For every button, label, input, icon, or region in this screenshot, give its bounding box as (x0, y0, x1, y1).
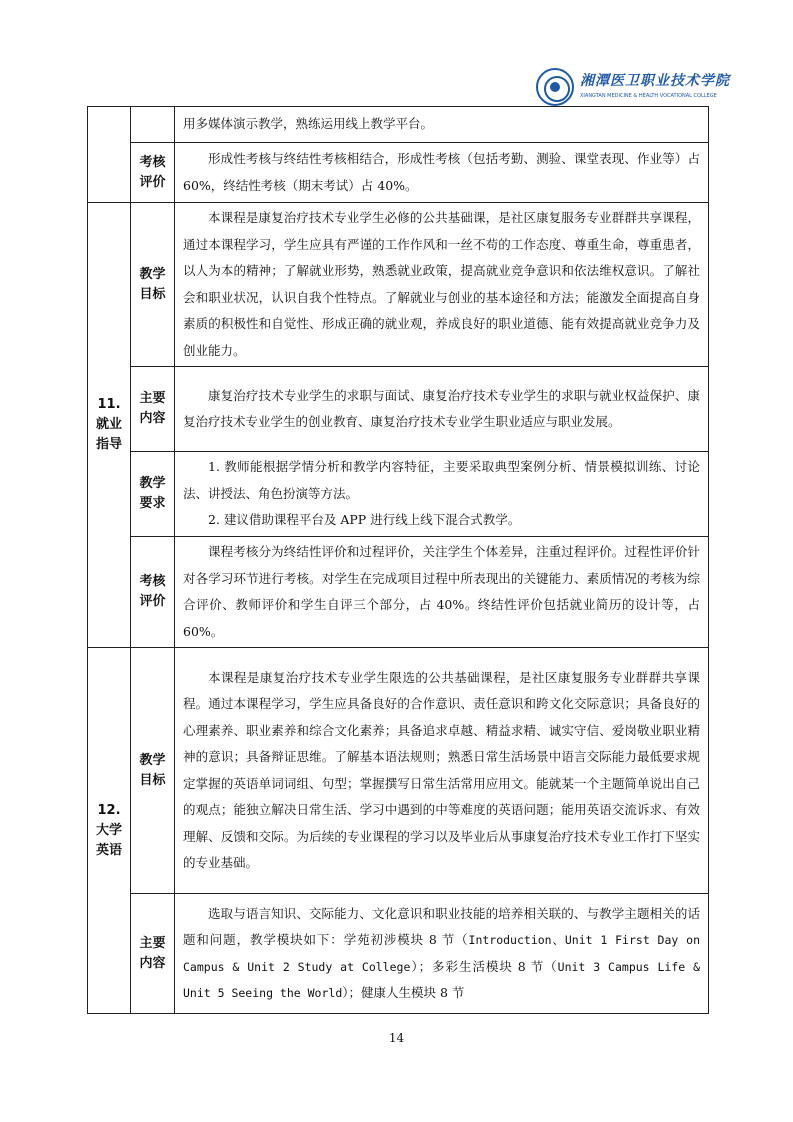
course-number-cell (88, 107, 131, 203)
assessment-text-cell (175, 537, 709, 648)
table-row (88, 648, 709, 894)
college-name: 湘潭医卫职业技术学院 (580, 73, 730, 89)
table-row (88, 894, 709, 1014)
content-text-cell (175, 894, 709, 1014)
course-12-name: 大学 英语 (95, 822, 122, 858)
table-row (88, 107, 709, 143)
goal-text-cell (175, 203, 709, 367)
assessment-text: 课程考核分为终结性评价和过程评价，关注学生个体差异，注重过程评价。过程性评价针对各学习环节进行考核。对学生在完成项目过程中所表现出的关键能力、素质情况的考核为综合评价、教师评价和学生自评三个部分，占 40%。终结性评价包括就业简历的设计等，占 60%。 (183, 544, 700, 639)
requirement-label: 教学 要求 (131, 452, 175, 537)
content-text: 选取与语言知识、交际能力、文化意识和职业技能的培养相关联的、与教学主题相关的话题和问题，教学模块如下：学苑初涉模块 8 节（Introduction、Unit 1 First Day on Campus & Unit 2 Study at College）；多彩生活模块 8 节（Unit 3 Campus Life & Unit 5 Seeing the World）；健康人生模块 8 节 (183, 905, 700, 1000)
college-logo (536, 66, 730, 110)
course-table (87, 106, 709, 1014)
content-label: 主要 内容 (131, 367, 175, 452)
assessment-label: 考核 评价 (131, 143, 175, 203)
course-12-number: 12. (97, 802, 121, 818)
content-text-cell (175, 367, 709, 452)
table-row (88, 537, 709, 648)
goal-text: 本课程是康复治疗技术专业学生限选的公共基础课程，是社区康复服务专业群群共享课程。通过本课程学习，学生应具备良好的合作意识、责任意识和跨文化交际意识；具备良好的心理素养、职业素养和综合文化素养；具备追求卓越、精益求精、诚实守信、爱岗敬业职业精神的意识；具备辩证思维。了解基本语法规则；熟悉日常生活场景中语言交际能力最低要求规定掌握的英语单词词组、句型；掌握撰写日常生活常用应用文。能就某一个主题简单说出自己的观点；能独立解决日常生活、学习中遇到的中等难度的英语问题；能用英语交流诉求、有效理解、反馈和交际。为后续的专业课程的学习以及毕业后从事康复治疗技术专业工作打下坚实的专业基础。 (183, 669, 700, 870)
college-seal-icon (536, 68, 574, 106)
course-11-name: 就业 指导 (95, 417, 122, 452)
table-row (88, 452, 709, 537)
goal-text-cell (175, 648, 709, 894)
content-text: 康复治疗技术专业学生的求职与面试、康复治疗技术专业学生的求职与就业权益保护、康复治疗技术专业学生的创业教育、康复治疗技术专业学生职业适应与职业发展。 (183, 387, 700, 429)
course-12-cell (88, 648, 131, 1014)
goal-label: 教学 目标 (131, 203, 175, 367)
assessment-text-cell (175, 143, 709, 203)
assessment-label: 考核 评价 (131, 537, 175, 648)
requirement-text-cell (175, 452, 709, 537)
content-label: 主要 内容 (131, 894, 175, 1014)
assessment-text: 形成性考核与终结性考核相结合，形成性考核（包括考勤、测验、课堂表现、作业等）占 60%，终结性考核（期末考试）占 40%。 (183, 151, 700, 193)
table-row (88, 143, 709, 203)
goal-text: 本课程是康复治疗技术专业学生必修的公共基础课，是社区康复服务专业群群共享课程，通过本课程学习，学生应具有严谨的工作作风和一丝不苟的工作态度、尊重生命，尊重患者，以人为本的精神；了解就业形势，熟悉就业政策，提高就业竞争意识和依法维权意识。了解社会和职业状况，认识自我个性特点。了解就业与创业的基本途径和方法；能激发全面提高自身素质的积极性和自觉性、形成正确的就业观，养成良好的职业道德、能有效提高就业竞争力及创业能力。 (183, 210, 700, 358)
college-english-name: XIANGTAN MEDICINE & HEALTH VOCATIONAL COLLEGE (580, 93, 717, 99)
course-11-number: 11. (97, 397, 121, 412)
table-row (88, 367, 709, 452)
requirement-text-1: 1. 教师能根据学情分析和教学内容特征，主要采取典型案例分析、情景模拟训练、讨论法、讲授法、角色扮演等方法。 (183, 459, 700, 501)
page-number: 14 (388, 1031, 405, 1045)
requirement-text-2: 2. 建议借助课程平台及 APP 进行线上线下混合式教学。 (208, 512, 521, 528)
table-row (88, 203, 709, 367)
row-text-cell (175, 107, 709, 143)
course-11-cell (88, 203, 131, 648)
row-label-cell (131, 107, 175, 143)
row-text: 用多媒体演示教学，熟练运用线上教学平台。 (183, 116, 434, 132)
goal-label: 教学 目标 (131, 648, 175, 894)
